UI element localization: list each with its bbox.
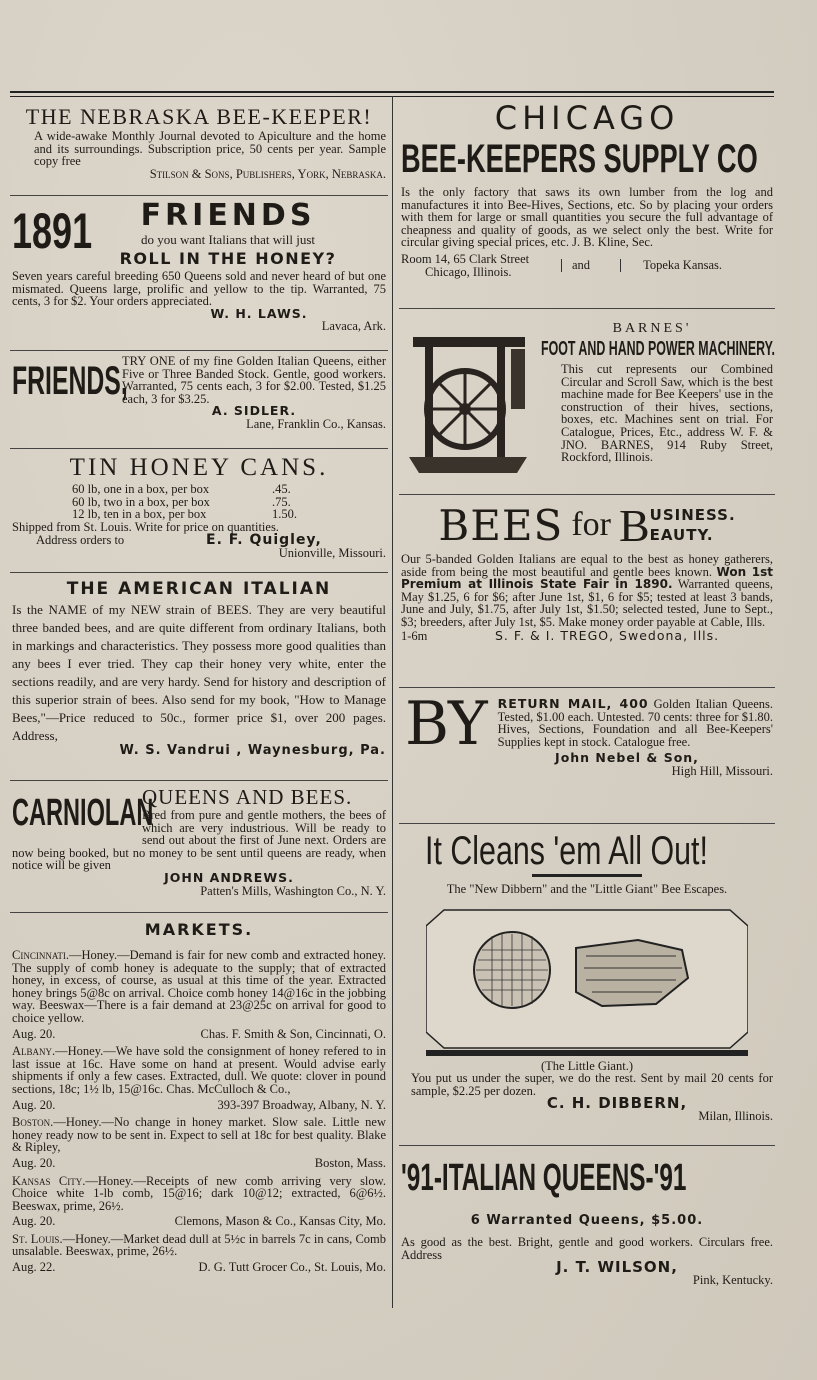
market-city: Boston. [12,1115,54,1130]
headline-chicago: CHICAGO [494,99,680,137]
market-signature: D. G. Tutt Grocer Co., St. Louis, Mo. [198,1260,386,1275]
body-text: Our 5-banded Golden Italians are equal to the best as honey gatherers, aside from being the most beautiful and gentle bees known. [401,552,773,579]
ad-friends-1891 [10,196,388,351]
market-date: Aug. 20. [12,1097,56,1112]
ad-american-italian [10,573,388,781]
headline: '91-ITALIAN QUEENS-'91 [401,1157,687,1199]
market-text: —Honey.—No change in honey market. Slow sale. Little new honey ready now to be sent in. Expect to sell at 18c for best quality. Blake & Ripley, [12,1115,386,1155]
body-text: As good as the best. Bright, gentle and good workers. Circulars free. Address [401,1235,773,1262]
body-text: Is the NAME of my NEW strain of BEES. They are very beautiful three banded bees, and are quite different from ordinary Italians, both in markings and characteristics. They possess more good qualities than any bees I ever tried. They cap their honey very white, enter the sections readily, and are very hardy. Send for history and description of this superior strain of bees. Also send for my book, "How to Manage Bees,"—Price reduced to 50c., former price $1, over 200 pages. Address, [12,602,386,743]
price-value: .45. [272,482,291,496]
barnes-machine-illustration [405,329,531,477]
question: do you want Italians that will just [140,232,316,247]
market-date: Aug. 22. [12,1260,56,1275]
price-row [72,483,386,496]
market-city: St. Louis. [12,1231,63,1246]
headline-usiness: USINESS. [649,506,736,524]
market-entry-cincinnati [12,949,386,1040]
market-signature: Clemons, Mason & Co., Kansas City, Mo. [174,1214,386,1229]
market-signature: Chas. F. Smith & Son, Cincinnati, O. [200,1026,386,1041]
price-value: 1.50. [272,507,297,522]
headline-machinery: FOOT AND HAND POWER MACHINERY. [541,338,775,360]
column-divider [392,96,393,1308]
headline-supply: BEE-KEEPERS SUPPLY CO [401,137,758,181]
ad-chicago-supply [399,96,775,309]
signature-place: Lane, Franklin Co., Kansas. [246,416,386,431]
market-city: Cincinnati. [12,948,69,962]
market-entry-boston [12,1116,386,1169]
and-brace: and [561,259,621,272]
image-caption: (The Little Giant.) [541,1058,633,1073]
price-row [72,508,386,521]
headline: THE AMERICAN ITALIAN [66,579,332,599]
headline: FRIENDS, [12,359,128,403]
ad-wilson-queens [399,1146,775,1305]
headline-b: B [618,499,650,551]
signature-name: C. H. DIBBERN, [546,1094,688,1113]
price-list [12,483,386,521]
signature-name: E. F. Quigley, [206,532,322,549]
headline: TIN HONEY CANS. [69,454,329,481]
market-text: —Honey.—Demand is fair for new comb and extracted honey. The supply of comb honey is adequate to the supply; that of extracted honey, in excess, of course, as usual at this time of the year. Extracted honey brings 5@8c on arrival. Choice comb honey 14@16c in the jobbing way. Beeswax—There is a fair demand at 23@25c on arrival for good to choice yellow. [12,948,386,1025]
market-city: Albany. [12,1044,56,1059]
headline: THE NEBRASKA BEE-KEEPER! [25,104,373,129]
body-text-2: Warranted queens, May $1.25, 6 for $6; after June 1st, $1, 6 for $5; tested at least 3 bands, June and July, $1.75, after July 1st, $1.50; selected tested, June to Sept., $3; breeders, after July 1st, $5. Make money order payable at Cable, Ills. [401,577,773,629]
signature: S. F. & I. TREGO, Swedona, Ills. [495,627,720,643]
shipping-note: Shipped from St. Louis. Write for price on quantities. [12,519,279,534]
premium-note: Won 1st Premium at Illinois State Fair in 1890. [401,564,774,592]
body-text: This cut represents our Combined Circular and Scroll Saw, which is the best machine made for Bee Keepers' use in the construction of their hives, sections, boxes, etc. Machines sent on trial. For Catalogue, Prices, Etc., address W. F. & JNO. BARNES, 914 Ruby Street, Rockford, Illinois. [561,362,773,465]
ad-barnes-machinery [399,309,775,495]
market-entry-kansas-city [12,1175,386,1228]
headline-for: for [571,506,611,543]
ad-nebraska-bee-keeper [10,96,388,196]
saw-machine-icon [405,329,531,477]
left-column [10,96,388,1292]
body-text: Golden Italian Queens. Tested, $1.00 each. Untested. 70 cents: three for $1.80. Hives, Sections, Foundation and all Bee-Keepers' Supplies kept in stock. Catalogue free. [497,697,774,749]
ad-dibbern-escapes [399,824,775,1146]
market-entry-st-louis [12,1233,386,1274]
body-text: Seven years careful breeding 650 Queens sold and never heard of but one mismated. Queens large, prolific and yellow to the tip. Warranted, 75 cents, 3 for $2. Your orders appreciated. [12,269,386,309]
year-numeral: 1891 [12,203,93,259]
ad-tin-honey-cans [10,449,388,573]
headline-eauty: EAUTY. [649,526,714,544]
market-signature: 393-397 Broadway, Albany, N. Y. [217,1097,386,1112]
price-desc: 60 lb, one in a box, per box [72,482,210,496]
office-topeka: Topeka Kansas. [643,258,723,273]
headline-bees: BEES [438,500,564,550]
right-column [399,96,775,1305]
address-label: Address orders to [36,533,125,548]
headline-barnes: BARNES' [612,321,692,336]
price-desc: 60 lb, two in a box, per box [72,494,210,509]
bee-escape-illustration [426,906,748,1056]
market-text: —Honey.—Receipts of new comb arriving very slow. Choice white 1-lb comb, 15@16; dark 10@12; extracted, 6@6½. Beeswax, prime, 26½. [12,1173,386,1213]
body-text: Is the only factory that saws its own lumber from the log and manufactures it into Bee-Hives, Sections, etc. So by placing your orders with them for large or small quantities you secure the full advantage of cheapness and quality of goods, as we select only the best. Write for circular giving special prices, etc. J. B. Kline, Sec. [401,185,773,250]
signature-name: JOHN ANDREWS. [164,869,294,885]
body-text: Bred from pure and gentle mothers, the bees of which are very industrious. Will be ready to send out about the first of June next. Orders are now being booked, but no money to be sent until queens are ready, when notice will be given [12,808,386,873]
signature-place: Lavaca, Ark. [321,319,386,334]
slogan: ROLL IN THE HONEY? [119,249,337,268]
headline: MARKETS. [144,920,254,939]
market-date: Aug. 20. [12,1026,56,1041]
market-city: Kansas City. [12,1173,86,1188]
body-text: You put us under the super, we do the rest. Sent by mail 20 cents for sample, $2.25 per dozen. [411,1071,773,1098]
subhead: QUEENS AND BEES. [142,785,353,809]
signature-place: Unionville, Missouri. [278,546,386,561]
signature-name: W. H. LAWS. [210,305,308,321]
publisher: Stilson & Sons, Publishers, York, Nebraska. [149,166,386,181]
signature-name: J. T. WILSON, [556,1258,678,1277]
ad-carniolan [10,781,388,913]
headline: It Cleans 'em All Out! [425,829,708,873]
signature-place: Pink, Kentucky. [692,1272,773,1287]
ad-by-return-mail [399,688,775,824]
market-text: —Honey.—We have sold the consignment of honey refered to in last issue at 16c. Have some on hand at present. Would advise early shipments if only a few cases. Extracted, dull. We quote: clover in pound sections, 18c; 1½ lb, 15@16c. Chas. McCulloch & Co., [12,1044,386,1096]
markets-section [10,913,388,1292]
signature-place: Patten's Mills, Washington Co., N. Y. [200,883,386,898]
dropcap-by: BY [405,689,488,759]
lead-text: RETURN MAIL, 400 [497,696,649,711]
office-city: Chicago, Illinois. [425,264,512,279]
signature-name: John Nebel & Son, [555,750,699,766]
ad-code: 1-6m [401,628,428,643]
price-desc: 12 lb, ten in a box, per box [72,507,207,522]
market-date: Aug. 20. [12,1155,56,1170]
market-entry-albany [12,1045,386,1111]
headline-rule [532,874,642,877]
signature-place: Milan, Illinois. [698,1108,773,1123]
subheading: 6 Warranted Queens, $5.00. [470,1213,704,1228]
ad-bees-for-business [399,495,775,688]
bee-escape-icon [426,906,748,1056]
headline: CARNIOLAN [12,792,154,834]
market-date: Aug. 20. [12,1214,56,1229]
headline: FRIENDS [140,198,316,233]
signature-place: High Hill, Missouri. [671,763,773,778]
body-text: TRY ONE of my fine Golden Italian Queens, either Five or Three Banded Stock. Gentle, good workers. Warranted, 75 cents each, 3 for $2.00. Tested, $1.25 each, 3 for $3.25. [122,354,386,406]
market-text: —Honey.—Market dead dull at 5½c in barrels 7c in cans, Comb unsalable. Beeswax, prime, 26½. [12,1231,386,1259]
body-text: A wide-awake Monthly Journal devoted to Apiculture and the home and its surroundings. Subscription price, 50 cents per year. Sample copy free [34,129,386,169]
market-signature: Boston, Mass. [314,1155,386,1170]
signature: W. S. Vandrui , Waynesburg, Pa. [119,743,386,758]
subheading: The "New Dibbern" and the "Little Giant" Bee Escapes. [446,882,728,896]
price-value: .75. [272,494,291,509]
ad-friends-sidler [10,351,388,449]
signature-name: A. SIDLER. [211,403,297,419]
office-address: Room 14, 65 Clark Street [401,251,530,266]
